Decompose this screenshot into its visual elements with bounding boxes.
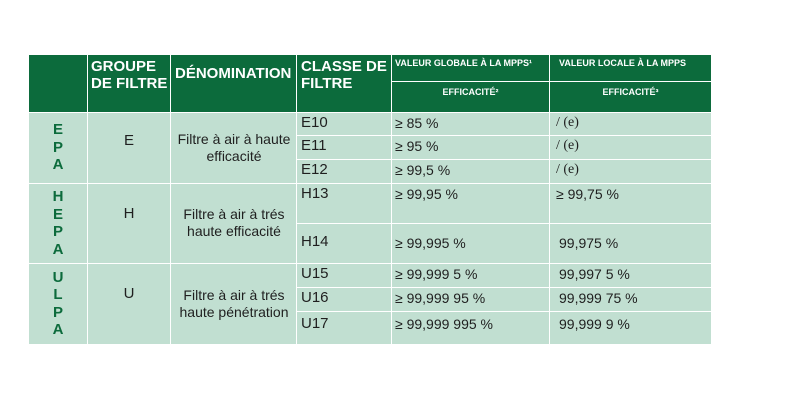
table-cell-local: / (e) xyxy=(550,159,711,183)
header-global-efficiency: EFFICACITÉ² xyxy=(391,81,550,112)
table-cell-class: H13 xyxy=(297,183,391,223)
grid-line xyxy=(170,55,171,344)
grid-line xyxy=(297,223,711,224)
table-cell-class: U16 xyxy=(297,287,391,311)
grid-line xyxy=(29,112,711,113)
table-cell-global: ≥ 85 % xyxy=(391,112,550,135)
table-cell-class: U17 xyxy=(297,311,391,344)
header-local-efficiency: EFFICACITÉ³ xyxy=(550,81,711,112)
table-cell-class: E12 xyxy=(297,159,391,183)
epa-side-label: E P A xyxy=(29,112,87,183)
grid-line xyxy=(391,81,711,82)
ulpa-denomination-cell: Filtre à air à trés haute pénétration xyxy=(171,263,297,344)
grid-line xyxy=(549,55,550,344)
filter-classification-table xyxy=(29,55,711,344)
table-cell-local: 99,997 5 % xyxy=(550,263,711,287)
ulpa-group-cell: U xyxy=(87,263,171,344)
table-cell-global: ≥ 99,995 % xyxy=(391,223,550,263)
header-class: CLASSE DE FILTRE xyxy=(297,55,391,112)
grid-line xyxy=(391,55,392,344)
table-cell-class: E11 xyxy=(297,135,391,159)
hepa-denomination-cell: Filtre à air à trés haute efficacité xyxy=(171,183,297,263)
grid-line xyxy=(29,183,711,184)
grid-line xyxy=(297,287,711,288)
table-cell-global: ≥ 95 % xyxy=(391,135,550,159)
header-local-value: VALEUR LOCALE À LA MPPS xyxy=(550,55,711,81)
epa-group-cell: E xyxy=(87,112,171,183)
grid-line xyxy=(297,159,711,160)
header-corner xyxy=(29,55,87,112)
table-cell-class: H14 xyxy=(297,223,391,263)
header-group: GROUPE DE FILTRE xyxy=(87,55,171,112)
hepa-group-cell: H xyxy=(87,183,171,263)
table-cell-local: / (e) xyxy=(550,112,711,135)
table-cell-class: U15 xyxy=(297,263,391,287)
table-cell-global: ≥ 99,999 95 % xyxy=(391,287,550,311)
grid-line xyxy=(296,55,297,344)
table-cell-local: 99,999 9 % xyxy=(550,311,711,344)
grid-line xyxy=(297,135,711,136)
table-cell-local: 99,975 % xyxy=(550,223,711,263)
header-denomination: DÉNOMINATION xyxy=(171,55,297,112)
grid-line xyxy=(29,263,711,264)
table-cell-class: E10 xyxy=(297,112,391,135)
hepa-side-label: H E P A xyxy=(29,183,87,263)
table-cell-global: ≥ 99,95 % xyxy=(391,183,550,223)
header-global-value: VALEUR GLOBALE À LA MPPS¹ xyxy=(391,55,550,81)
ulpa-side-label: U L P A xyxy=(29,263,87,344)
epa-denomination-cell: Filtre à air à haute efficacité xyxy=(171,112,297,183)
grid-line xyxy=(87,55,88,344)
table-cell-local: ≥ 99,75 % xyxy=(550,183,711,223)
grid-line xyxy=(297,311,711,312)
table-cell-global: ≥ 99,999 5 % xyxy=(391,263,550,287)
table-cell-global: ≥ 99,999 995 % xyxy=(391,311,550,344)
table-cell-local: 99,999 75 % xyxy=(550,287,711,311)
table-cell-local: / (e) xyxy=(550,135,711,159)
table-cell-global: ≥ 99,5 % xyxy=(391,159,550,183)
